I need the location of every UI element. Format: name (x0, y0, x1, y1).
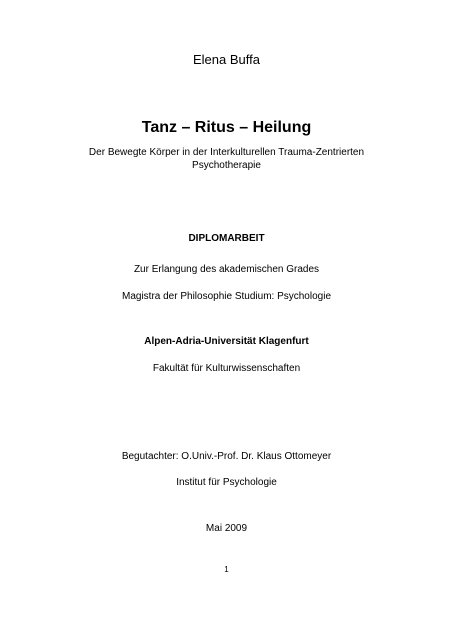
reviewer-name: Begutachter: O.Univ.-Prof. Dr. Klaus Ottomeyer (121, 451, 332, 462)
thesis-title: Tanz – Ritus – Heilung (141, 119, 312, 136)
institute-name: Institut für Psychologie (176, 477, 277, 488)
university-name: Alpen-Adria-Universität Klagenfurt (144, 336, 309, 347)
thesis-type: DIPLOMARBEIT (188, 233, 265, 244)
faculty-name: Fakultät für Kulturwissenschaften (152, 363, 301, 374)
degree-purpose: Zur Erlangung des akademischen Grades (133, 264, 320, 275)
academic-degree: Magistra der Philosophie Studium: Psychologie (122, 291, 331, 302)
submission-date: Mai 2009 (205, 523, 248, 534)
subtitle-line-2: Psychotherapie (192, 159, 261, 171)
thesis-subtitle (0, 147, 453, 172)
author-name: Elena Buffa (193, 52, 260, 67)
page-number: 1 (224, 565, 229, 574)
subtitle-line-1: Der Bewegte Körper in der Interkulturellen Trauma-Zentrierten (88, 147, 365, 158)
